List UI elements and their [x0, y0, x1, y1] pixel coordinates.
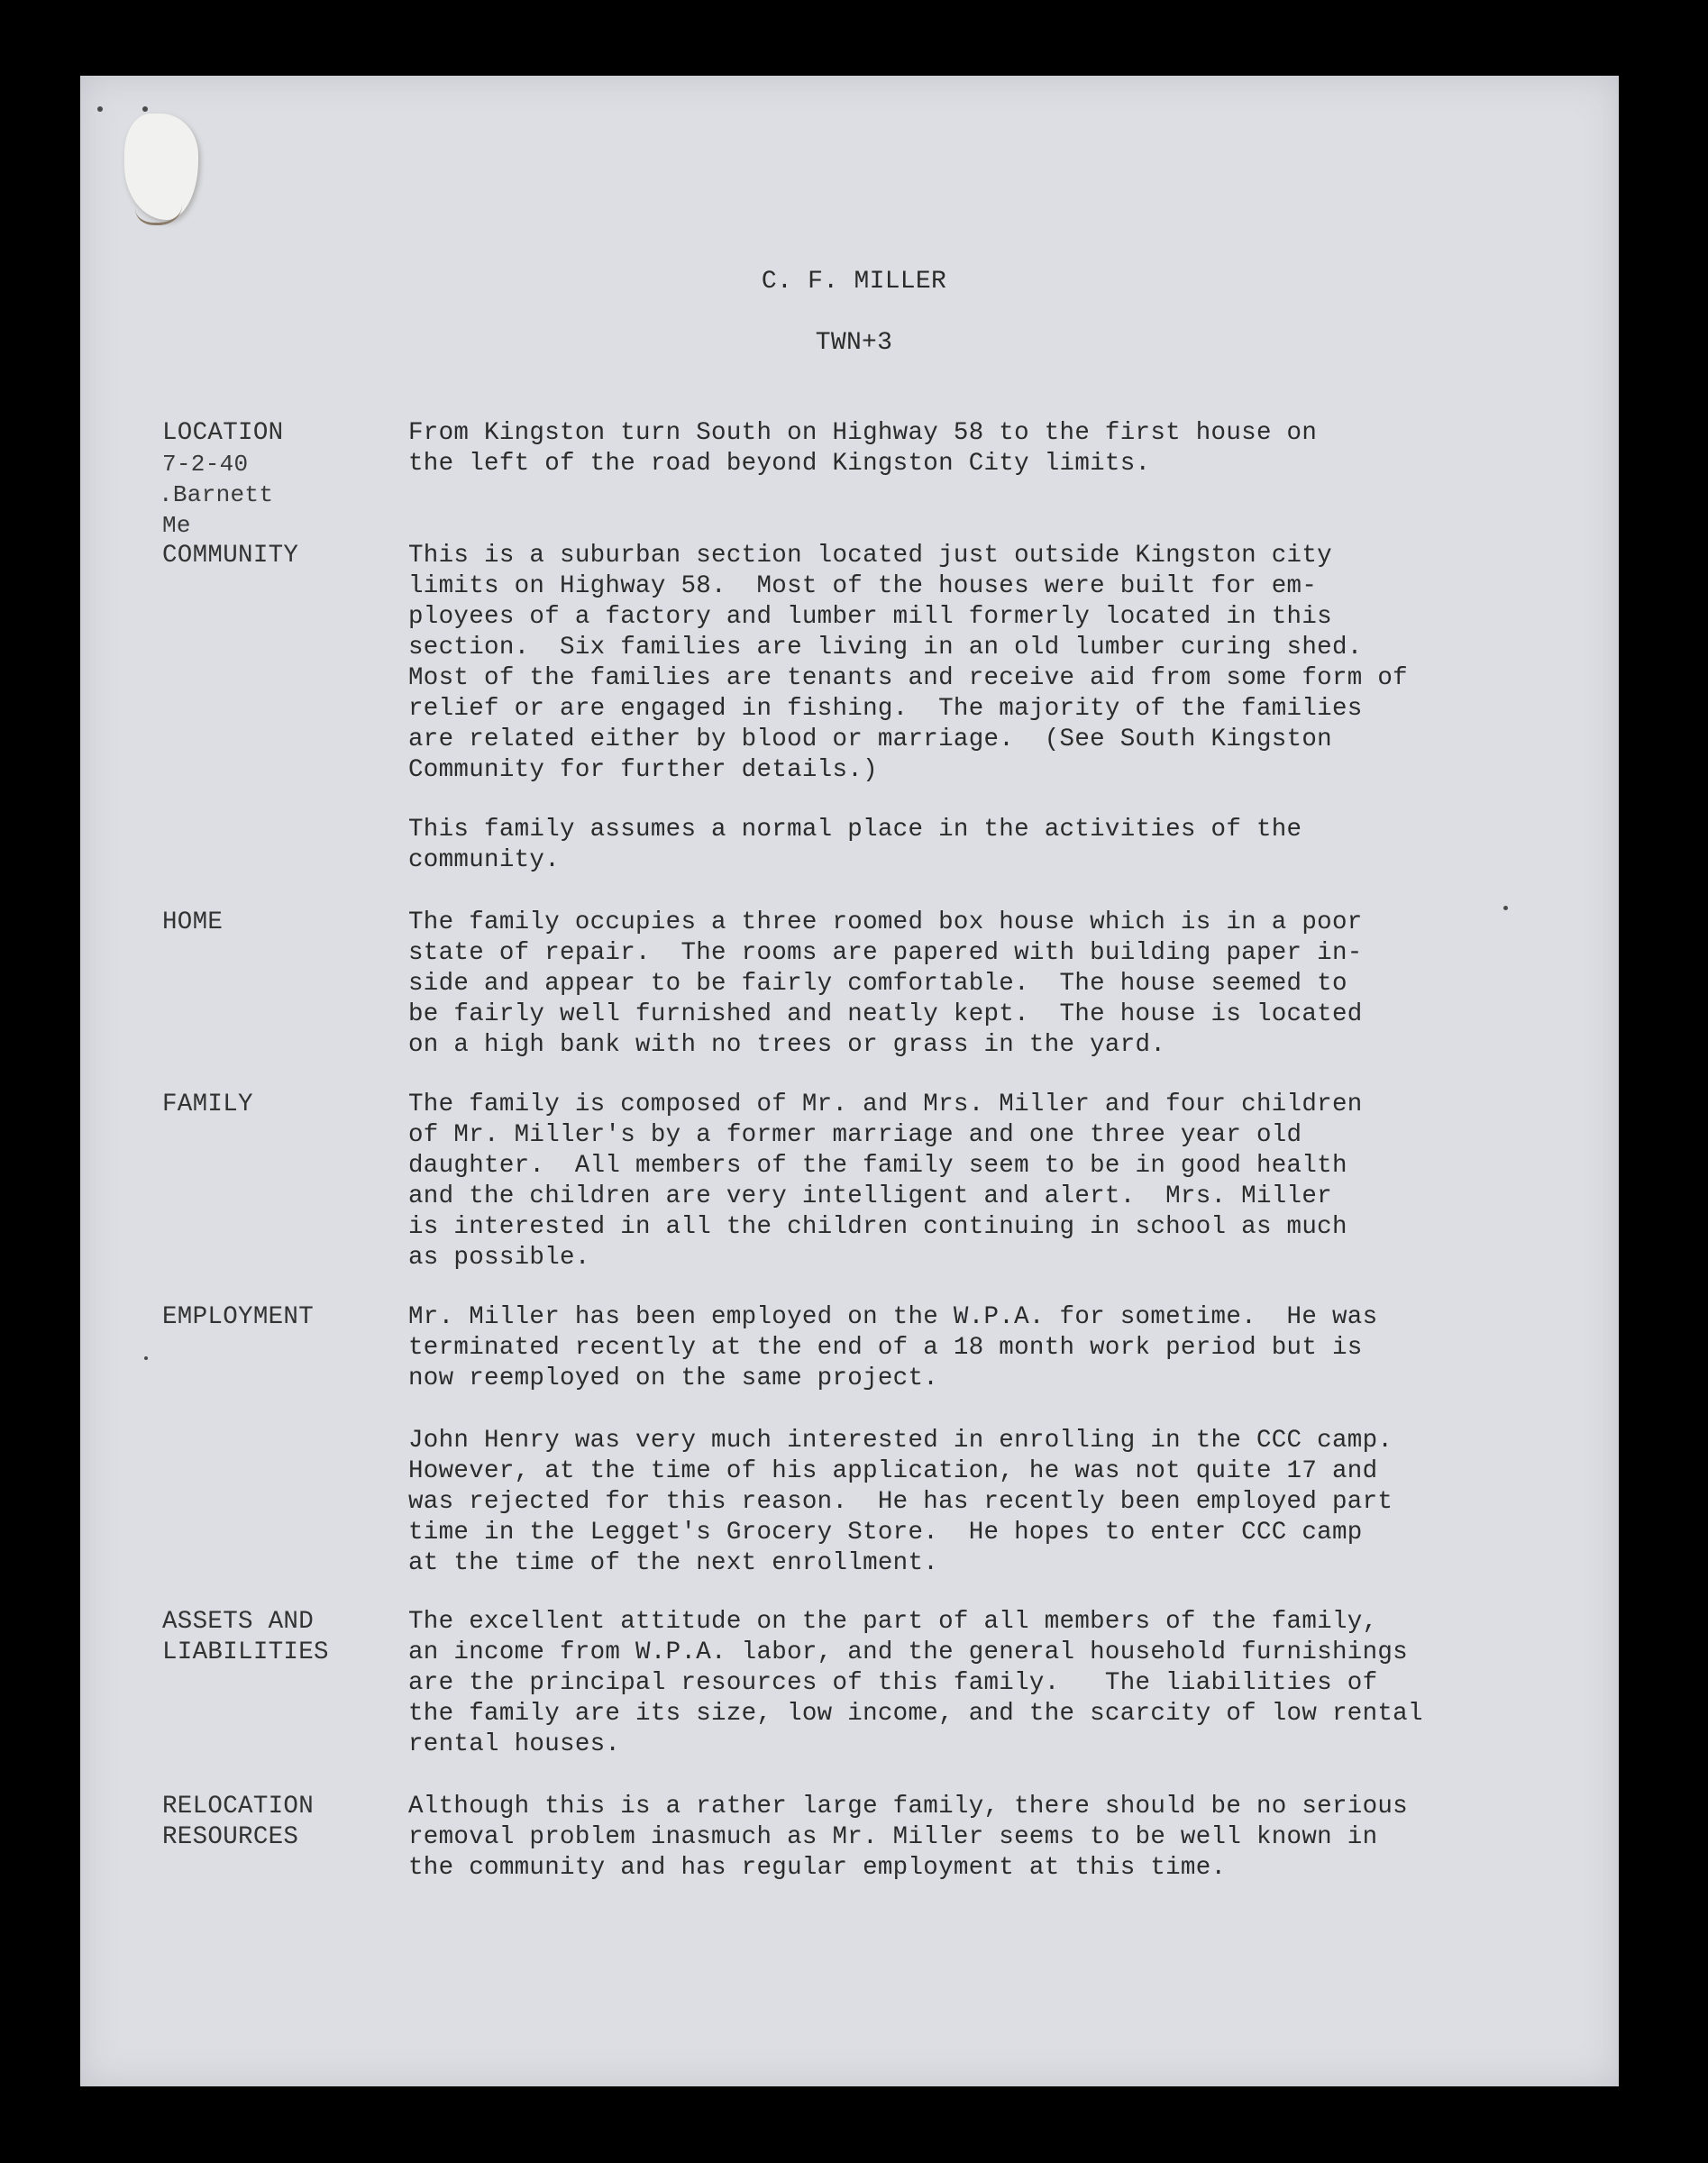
section-label-home: HOME	[162, 908, 224, 936]
section-body-employment: Mr. Miller has been employed on the W.P.A. for sometime. He was terminated recently at the end of a 18 month work period but is now reemployed on the same project.	[408, 1303, 1378, 1392]
section-body-community: This is a suburban section located just outside Kingston city limits on Highway 58. Most of the houses were built for em- ployees of a factory and lumber mill formerly located in this section. Six families are living in an old lumber curing shed. Most of the families are tenants and receive aid from some form of relief or are engaged in fishing. The majority of the families are related either by blood or marriage. (See South Kingston Community for further details.)	[408, 542, 1408, 784]
margin-note-initials: Me	[162, 512, 191, 539]
section-body-community-2: This family assumes a normal place in the activities of the community.	[408, 816, 1302, 874]
section-body-location: From Kingston turn South on Highway 58 to the first house on the left of the road beyond Kingston City limits.	[408, 419, 1318, 478]
section-body-family: The family is composed of Mr. and Mrs. Miller and four children of Mr. Miller's by a former marriage and one three year old daughter. All members of the family seem to be in good health and the children are very intelligent and alert. Mrs. Miller is interested in all the children continuing in school as much as possible.	[408, 1091, 1363, 1272]
document-page	[80, 76, 1619, 2086]
section-body-home: The family occupies a three roomed box house which is in a poor state of repair. The rooms are papered with building paper in- side and appear to be fairly comfortable. The house seemed to be fairly well furnished and neatly kept. The house is located on a high bank with no trees or grass in the yard.	[408, 908, 1363, 1059]
ink-speck	[97, 106, 103, 112]
ink-speck	[144, 1356, 148, 1360]
ink-speck	[1503, 906, 1508, 910]
section-label-location: LOCATION	[162, 419, 284, 447]
section-label-family: FAMILY	[162, 1091, 253, 1118]
section-label-assets: ASSETS AND LIABILITIES	[162, 1608, 329, 1666]
section-body-relocation: Although this is a rather large family, there should be no serious removal problem inasmuch as Mr. Miller seems to be well known in the community and has regular employment at this time.	[408, 1793, 1408, 1882]
document-code: TWN+3	[815, 329, 893, 357]
document-title: C. F. MILLER	[761, 268, 947, 296]
margin-note-date: 7-2-40	[162, 451, 249, 478]
section-label-relocation: RELOCATION RESOURCES	[162, 1793, 315, 1851]
section-label-employment: EMPLOYMENT	[162, 1303, 315, 1331]
section-body-employment-2: John Henry was very much interested in enrolling in the CCC camp. However, at the time of his application, he was not quite 17 and was rejected for this reason. He has recently been employed part time in the Legget's Grocery Store. He hopes to enter CCC camp at the time of the next enrollment.	[408, 1427, 1393, 1577]
section-label-community: COMMUNITY	[162, 542, 299, 570]
ink-speck	[142, 106, 148, 112]
torn-corner-edge	[135, 185, 182, 225]
section-body-assets: The excellent attitude on the part of all members of the family, an income from W.P.A. labor, and the general household furnishings are the principal resources of this family. The liabilities of the family are its size, low income, and the scarcity of low rental rental houses.	[408, 1608, 1423, 1758]
margin-note-name: .Barnett	[159, 481, 274, 508]
